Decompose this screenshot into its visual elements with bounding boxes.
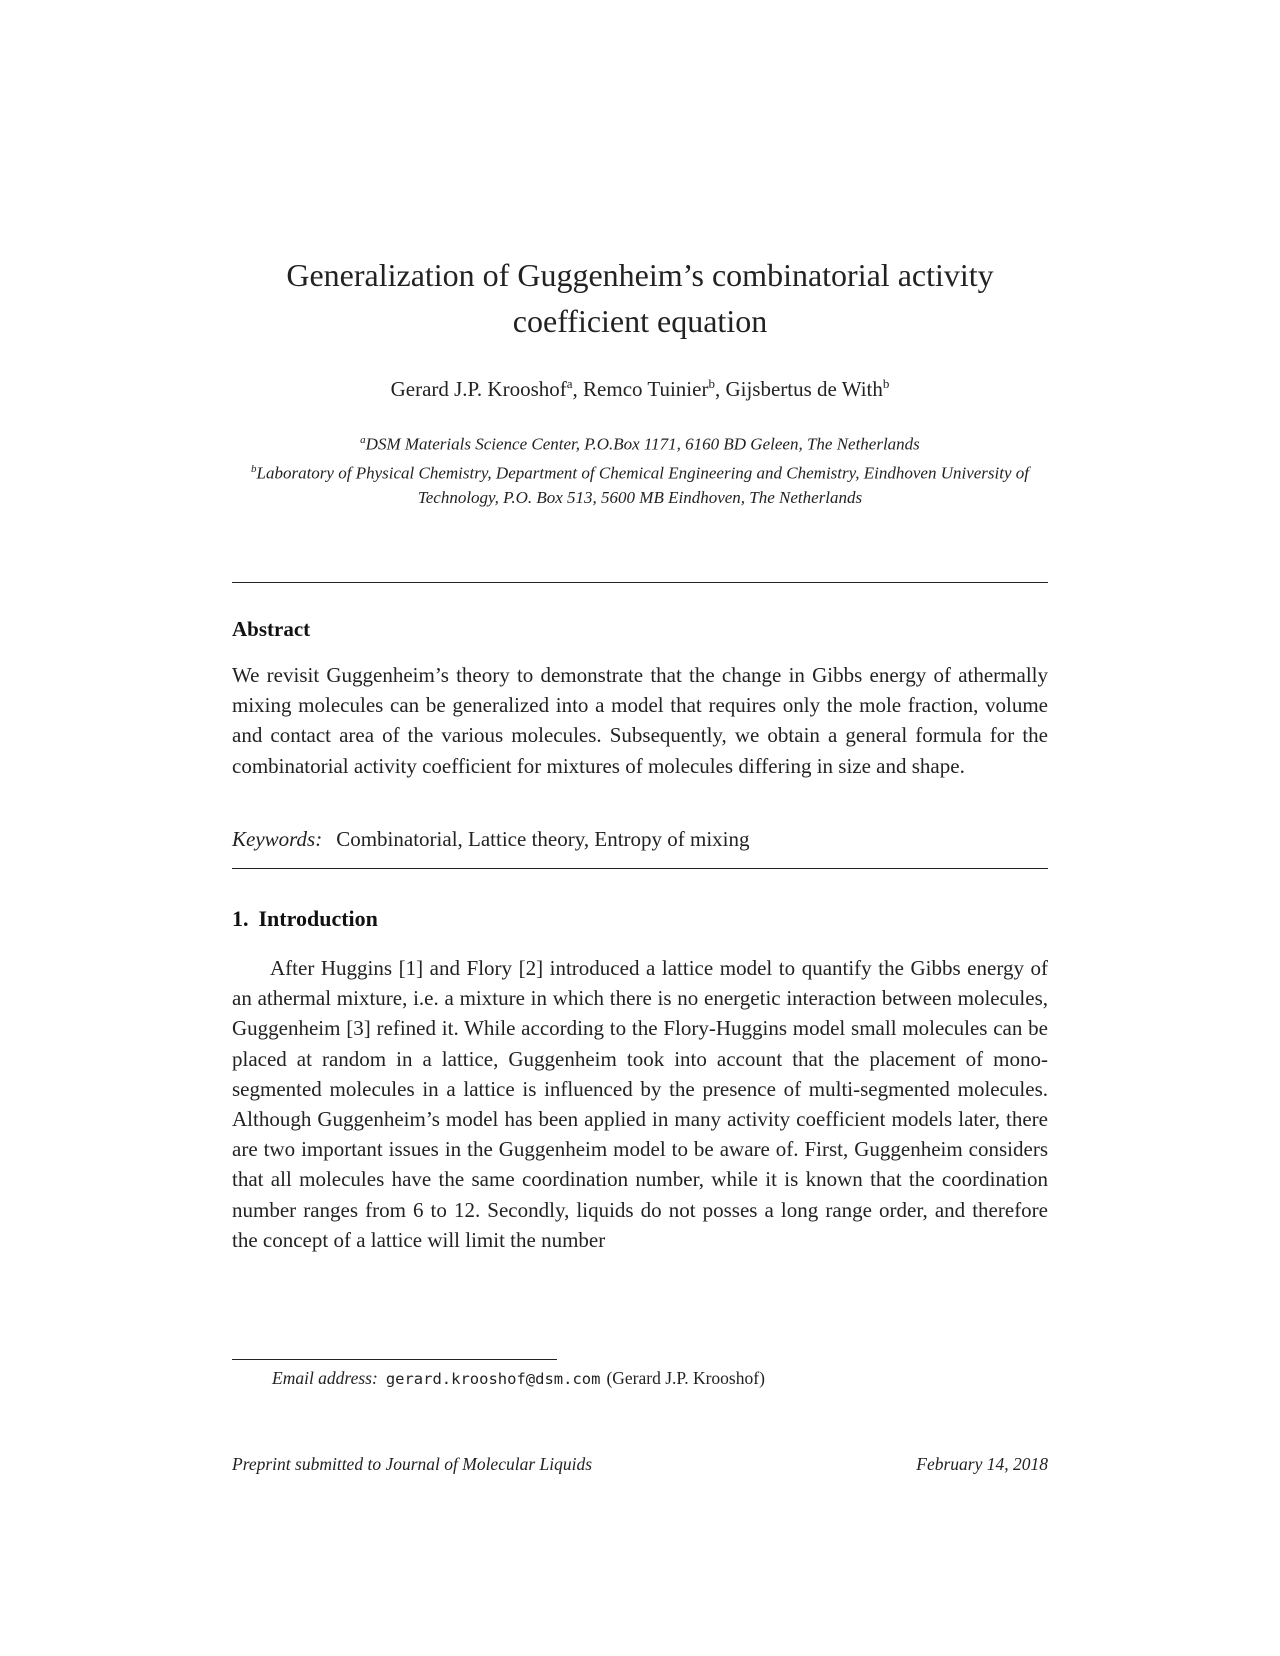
author-separator: , [572,377,584,401]
preprint-note: Preprint submitted to Journal of Molecular Liquids [232,1454,593,1474]
preprint-date: February 14, 2018 [916,1454,1048,1474]
author-affil-mark: a [566,376,573,391]
affil-text: Laboratory of Physical Chemistry, Department of Chemical Engineering and Chemistry, Eindhoven University of Technology, P.O. Box 513, 5600 MB Eindhoven, The Netherlands [256,463,1029,508]
affil-mark: a [360,434,366,446]
footnote [272,1368,1048,1389]
keywords-label: Keywords: [232,827,323,851]
affiliation-b [232,457,1048,511]
section-heading [232,906,1048,932]
affil-text: DSM Materials Science Center, P.O.Box 1171, 6160 BD Geleen, The Netherlands [365,434,920,454]
affiliation-a [232,428,1048,457]
author-name: Gerard J.P. Krooshof [390,377,567,401]
abstract-bottom-rule [232,868,1048,869]
footnote-label: Email address: [272,1368,378,1388]
section-number: 1. [232,906,249,931]
title-line-2: coefficient equation [512,303,768,339]
keywords [232,827,1048,852]
section-title: Introduction [258,906,378,931]
author-name: Remco Tuinier [583,377,709,401]
affiliations [232,428,1048,510]
keywords-text: Combinatorial, Lattice theory, Entropy of mixing [336,827,750,851]
abstract-text: We revisit Guggenheim’s theory to demonstrate that the change in Gibbs energy of athermally mixing molecules can be generalized into a model that requires only the mole fraction, volume and contact area of the various molecules. Subsequently, we obtain a general formula for the combinatorial activity coefficient for mixtures of molecules differing in size and shape. [232,663,1048,778]
author-affil-mark: b [708,376,715,391]
paper-title [232,252,1048,344]
abstract-heading: Abstract [232,617,311,641]
abstract-top-rule [232,582,1048,583]
author-affil-mark: b [882,376,890,391]
affil-mark: b [251,462,257,475]
title-line-1: Generalization of Guggenheim’s combinatorial activity [286,257,994,293]
footnote-name: (Gerard J.P. Krooshof) [606,1368,765,1388]
intro-paragraph: After Huggins [1] and Flory [2] introduced a lattice model to quantify the Gibbs energy of an athermal mixture, i.e. a mixture in which there is no energetic interaction between molecules, Guggenheim [3] refined it. While according to the Flory-Huggins model small molecules can be placed at random in a lattice, Guggenheim took into account that the placement of mono-segmented molecules in a lattice is influenced by the presence of multi-segmented molecules. Although Guggenheim’s model has been applied in many activity coefficient models later, there are two important issues in the Guggenheim model to be aware of. First, Guggenheim considers that all molecules have the same coordination number, while it is known that the coordination number ranges from 6 to 12. Secondly, liquids do not posses a long range order, and therefore the concept of a lattice will limit the number [232,956,1048,1252]
footnote-email-link[interactable]: gerard.krooshof@dsm.com [385,1370,601,1388]
author-list [232,376,1048,402]
footnote-rule [232,1359,557,1360]
author-separator: , [714,377,726,401]
author-name: Gijsbertus de With [725,377,883,401]
